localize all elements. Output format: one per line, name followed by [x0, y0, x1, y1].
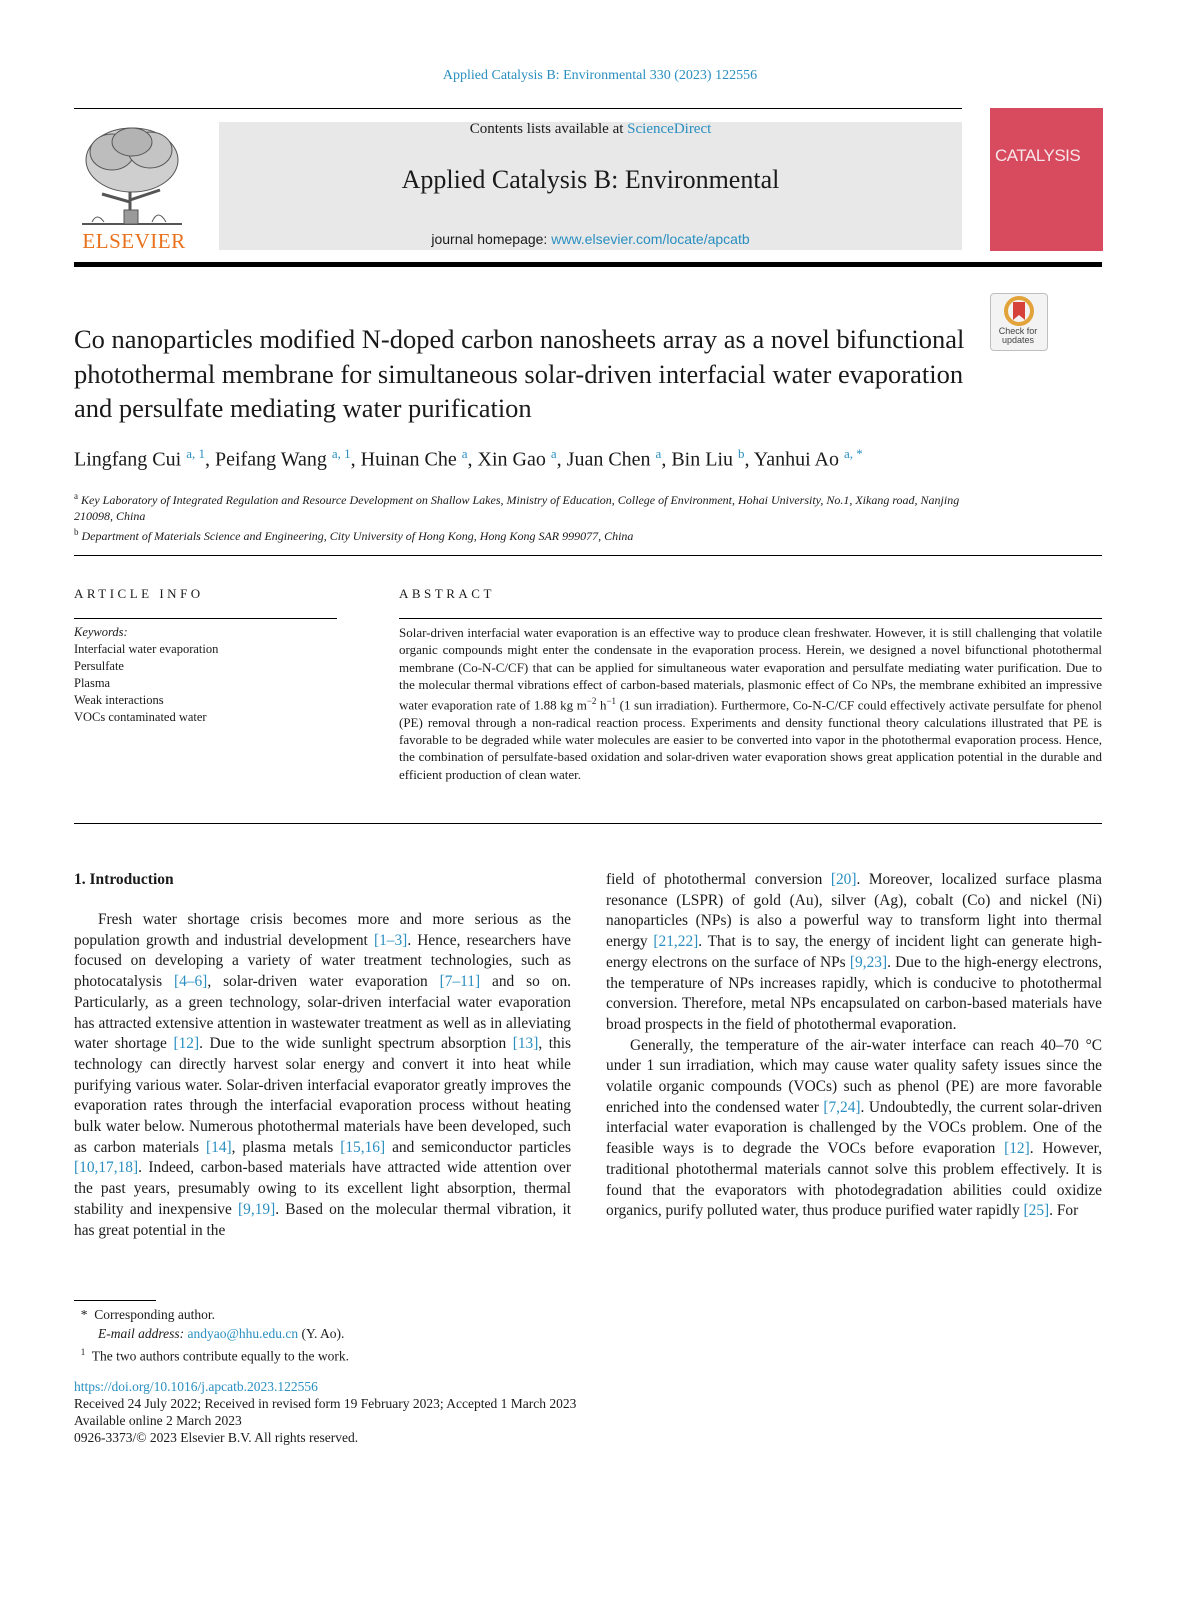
journal-cover-thumbnail[interactable]	[990, 108, 1103, 251]
affiliations	[74, 488, 974, 544]
keyword-item: VOCs contaminated water	[74, 710, 207, 724]
citation-link[interactable]: [12]	[1004, 1140, 1030, 1158]
citation-link[interactable]: [14]	[206, 1138, 232, 1156]
section-heading-introduction: 1. Introduction	[74, 871, 174, 888]
citation-link[interactable]: [4–6]	[173, 973, 208, 991]
citation-link[interactable]: [21,22]	[653, 933, 699, 951]
intro-paragraph-1-cont: field of photothermal conversion [20]. Moreover, localized surface plasma resonance (LSPR) of gold (Au), silver (Ag), cobalt (Co) and nickel (Ni) nanoparticles (NPs) is also a powerful way to transform light into thermal energy [21,22]. That is to say, the energy of incident light can generate high-energy electrons on the surface of NPs [9,23]. Due to the high-energy electrons, the temperature of NPs increases rapidly, which is conducive to photothermal conversion. Therefore, metal NPs encapsulated on carbon-based materials have broad prospects in the field of photothermal evaporation.	[606, 871, 1103, 1033]
citation-link[interactable]: [10,17,18]	[74, 1159, 139, 1177]
citation-link[interactable]: [9,19]	[238, 1200, 276, 1218]
author-name[interactable]: Huinan Che	[360, 448, 457, 471]
author-name[interactable]: Xin Gao	[477, 448, 546, 471]
sciencedirect-link[interactable]: ScienceDirect	[627, 121, 712, 137]
author-name[interactable]: Juan Chen	[566, 448, 651, 471]
footnotes	[74, 1305, 574, 1366]
keywords-label: Keywords:	[74, 625, 128, 639]
intro-left-column	[74, 910, 571, 1241]
doi-link[interactable]: https://doi.org/10.1016/j.apcatb.2023.122556	[74, 1379, 318, 1394]
available-online: Available online 2 March 2023	[74, 1413, 242, 1428]
homepage-line	[219, 231, 962, 247]
citation-link[interactable]: [20]	[830, 871, 857, 888]
copyright: 0926-3373/© 2023 Elsevier B.V. All rights reserved.	[74, 1430, 359, 1445]
abstract-text: Solar-driven interfacial water evaporation is an effective way to produce clean freshwater. However, it is still challenging that volatile organic compounds might enter the condensate in the evaporation process. Herein, we designed a novel bifunctional photothermal membrane (Co-N-C/CF) that can be applied for simultaneous water evaporation and persulfate mediating water purification. Due to the molecular thermal vibrations effect of carbon-based materials, plasmonic effect of Co NPs, the membrane exhibited an impressive water evaporation rate of 1.88 kg $m^{-2}$ $h^{-1}$ (1 sun irradiation). Furthermore, Co-N-C/CF could effectively activate persulfate for phenol (PE) removal through a non-radical reaction process. Experiments and density functional theory calculations illustrated that PE is favorable to be degraded while water molecules are easier to be converted into vapor in the photothermal evaporation process. Hence, the combination of persulfate-based oxidation and solar-driven water evaporation shows great application potential in the durable and efficient production of clean water.	[399, 625, 1103, 782]
contents-line	[219, 121, 962, 138]
email-note: E-mail address: andyao@hhu.edu.cn (Y. Ao).	[98, 1326, 345, 1341]
citation-link[interactable]: [9,23]	[849, 953, 888, 971]
article-info-rule	[74, 618, 337, 619]
affiliation-b: $^b$ Department of Materials Science and Engineering, City University of Hong Kong, Hong Kong SAR 999077, China	[74, 527, 634, 543]
keywords-block	[74, 624, 337, 726]
cover-title: CATALYSIS	[995, 146, 1081, 165]
affiliation-a: $^a$ Key Laboratory of Integrated Regulation and Resource Development on Shallow Lakes, Ministry of Education, College of Environment, Hohai University, No.1, Xikang road, Nanjing 210098, China	[74, 491, 960, 523]
keyword-item: Weak interactions	[74, 693, 164, 707]
author-list: Lingfang Cui $^{a, 1}$, Peifang Wang $^{a, 1}$, Huinan Che $^a$, Xin Gao $^a$, Juan Chen $^a$, Bin Liu $^b$, Yanhui Ao $^{a, *}$	[74, 446, 863, 471]
author-name[interactable]: Lingfang Cui	[74, 448, 182, 471]
keyword-item: Persulfate	[74, 659, 124, 673]
intro-paragraph-2: Generally, the temperature of the air-water interface can reach 40–70 °C under 1 sun irradiation, which may cause water quality safety issues since the volatile organic compounds (VOCs) such as phenol (PE) are more favorable enriched into the condensed water [7,24]. Undoubtedly, the current solar-driven interfacial water evaporation is challenged by the VOCs problem. One of the feasible ways is to degrade the VOCs before evaporation [12]. However, traditional photothermal materials cannot solve this problem effectively. It is found that the evaporators with photodegradation abilities could oxidize organics, purify polluted water, thus produce purified water rapidly [25]. For	[606, 1036, 1102, 1220]
author-affil-mark[interactable]: a, *	[843, 446, 863, 461]
journal-title: Applied Catalysis B: Environmental	[401, 165, 780, 194]
journal-reference[interactable]: Applied Catalysis B: Environmental 330 (2023) 122556	[442, 68, 758, 83]
article-title: Co nanoparticles modified N-doped carbon nanosheets array as a novel bifunctional photothermal membrane for simultaneous solar-driven interfacial water evaporation and persulfate mediating water purification	[74, 324, 965, 423]
abstract-rule	[399, 618, 1102, 619]
citation-link[interactable]: [13]	[512, 1035, 539, 1053]
footnote-rule	[74, 1300, 156, 1301]
citation-link[interactable]: [25]	[1023, 1202, 1050, 1220]
homepage-link[interactable]: www.elsevier.com/locate/apcatb	[551, 231, 750, 247]
section-rule	[74, 555, 1102, 556]
author-name[interactable]: Bin Liu	[671, 448, 733, 471]
intro-paragraph-1: Fresh water shortage crisis becomes more and more serious as the population growth and industrial development [1–3]. Hence, researchers have focused on developing a variety of water treatment technologies, such as photocatalysis [4–6], solar-driven water evaporation [7–11] and so on. Particularly, as a green technology, solar-driven interfacial water evaporation has attracted extensive attention in wastewater treatment as well as in alleviating water shortage [12]. Due to the wide sunlight spectrum absorption [13], this technology can directly harvest solar energy and convert it into heat while purifying various water. Solar-driven interfacial evaporator greatly improves the evaporation rates through the interfacial evaporation process without heating bulk water below. Numerous photothermal materials have been developed, such as carbon materials [14], plasma metals [15,16] and semiconductor particles [10,17,18]. Indeed, carbon-based materials have attracted wide attention over the past years, presumably owing to its excellent light absorption, thermal stability and inexpensive [9,19]. Based on the molecular thermal vibration, it has great potential in the	[74, 911, 571, 1239]
citation-link[interactable]: [12]	[173, 1035, 200, 1053]
citation-link[interactable]: [7,24]	[823, 1098, 861, 1116]
author-affil-mark[interactable]: b	[738, 446, 745, 461]
publication-info	[74, 1378, 774, 1446]
author-name[interactable]: Yanhui Ao	[753, 448, 839, 471]
keyword-item: Plasma	[74, 676, 111, 690]
abstract-heading: ABSTRACT	[399, 586, 495, 601]
check-for-updates-label: Check for updates	[998, 326, 1038, 345]
author-name[interactable]: Peifang Wang	[215, 448, 327, 471]
author-affil-mark[interactable]: a	[461, 446, 468, 461]
email-link[interactable]: andyao@hhu.edu.cn	[187, 1326, 299, 1341]
intro-right-column	[606, 870, 1102, 1222]
keyword-item: Interfacial water evaporation	[74, 642, 219, 656]
author-affil-mark[interactable]: a	[550, 446, 557, 461]
header-thick-rule	[74, 262, 1102, 267]
bookmark-icon	[991, 294, 1047, 328]
equal-contribution-note: $^1$ The two authors contribute equally to the work.	[80, 1347, 349, 1364]
citation-link[interactable]: [15,16]	[340, 1138, 386, 1156]
corresponding-author-note: * Corresponding author.	[80, 1307, 215, 1322]
header-top-rule	[74, 108, 962, 109]
homepage-prefix: journal homepage:	[431, 231, 548, 247]
received-dates: Received 24 July 2022; Received in revised form 19 February 2023; Accepted 1 March 2023	[74, 1396, 577, 1411]
elsevier-wordmark: ELSEVIER	[82, 229, 186, 253]
citation-link[interactable]: [1–3]	[373, 931, 408, 949]
citation-link[interactable]: [7–11]	[439, 973, 481, 991]
author-affil-mark[interactable]: a, 1	[331, 446, 351, 461]
author-affil-mark[interactable]: a	[655, 446, 662, 461]
article-info-heading: ARTICLE INFO	[74, 586, 204, 601]
contents-prefix: Contents lists available at	[469, 121, 624, 137]
abstract-end-rule	[74, 823, 1102, 824]
author-affil-mark[interactable]: a, 1	[186, 446, 205, 461]
